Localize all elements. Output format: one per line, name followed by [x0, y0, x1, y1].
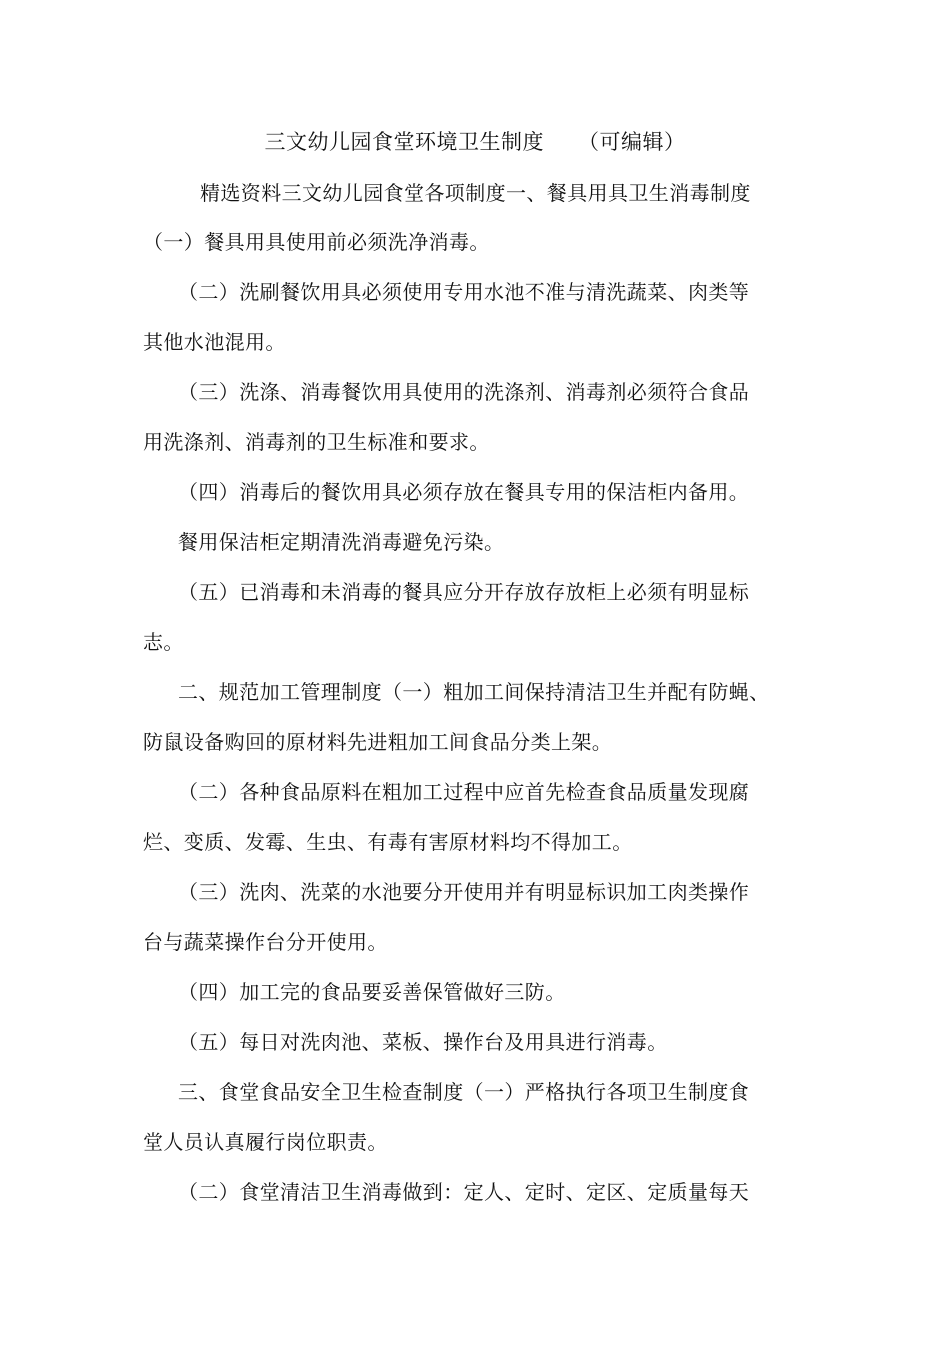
paragraph-line: 志。	[143, 630, 184, 654]
paragraph-line: （一）餐具用具使用前必须洗净消毒。	[143, 230, 490, 254]
document-title	[0, 126, 950, 156]
paragraph-line: 防鼠设备购回的原材料先进粗加工间食品分类上架。	[143, 730, 613, 754]
title-suffix: （可编辑）	[578, 130, 686, 154]
section-heading-line: 二、规范加工管理制度（一）粗加工间保持清洁卫生并配有防蝇、	[178, 680, 770, 704]
paragraph-line: （四）消毒后的餐饮用具必须存放在餐具专用的保洁柜内备用。	[178, 480, 750, 504]
paragraph-line: （二）各种食品原料在粗加工过程中应首先检查食品质量发现腐	[178, 780, 750, 804]
paragraph-line: （五）已消毒和未消毒的餐具应分开存放存放柜上必须有明显标	[178, 580, 750, 604]
paragraph-line: 烂、变质、发霉、生虫、有毒有害原材料均不得加工。	[143, 830, 633, 854]
paragraph-line: （三）洗肉、洗菜的水池要分开使用并有明显标识加工肉类操作	[178, 880, 750, 904]
title-main: 三文幼儿园食堂环境卫生制度	[264, 130, 544, 154]
paragraph-line: 餐用保洁柜定期清洗消毒避免污染。	[178, 530, 505, 554]
paragraph-line: （五）每日对洗肉池、菜板、操作台及用具进行消毒。	[178, 1030, 668, 1054]
paragraph-line: （二）洗刷餐饮用具必须使用专用水池不准与清洗蔬菜、肉类等	[178, 280, 750, 304]
paragraph-line: 台与蔬菜操作台分开使用。	[143, 930, 388, 954]
section-heading-line: 三、食堂食品安全卫生检查制度（一）严格执行各项卫生制度食	[178, 1080, 750, 1104]
paragraph-line: （四）加工完的食品要妥善保管做好三防。	[178, 980, 566, 1004]
paragraph-line: 其他水池混用。	[143, 330, 286, 354]
paragraph-line: （二）食堂清洁卫生消毒做到：定人、定时、定区、定质量每天	[178, 1180, 750, 1204]
paragraph-line: （三）洗涤、消毒餐饮用具使用的洗涤剂、消毒剂必须符合食品	[178, 380, 750, 404]
paragraph-intro-line-1: 精选资料三文幼儿园食堂各项制度一、餐具用具卫生消毒制度	[200, 181, 751, 205]
paragraph-line: 堂人员认真履行岗位职责。	[143, 1130, 388, 1154]
paragraph-line: 用洗涤剂、消毒剂的卫生标准和要求。	[143, 430, 490, 454]
